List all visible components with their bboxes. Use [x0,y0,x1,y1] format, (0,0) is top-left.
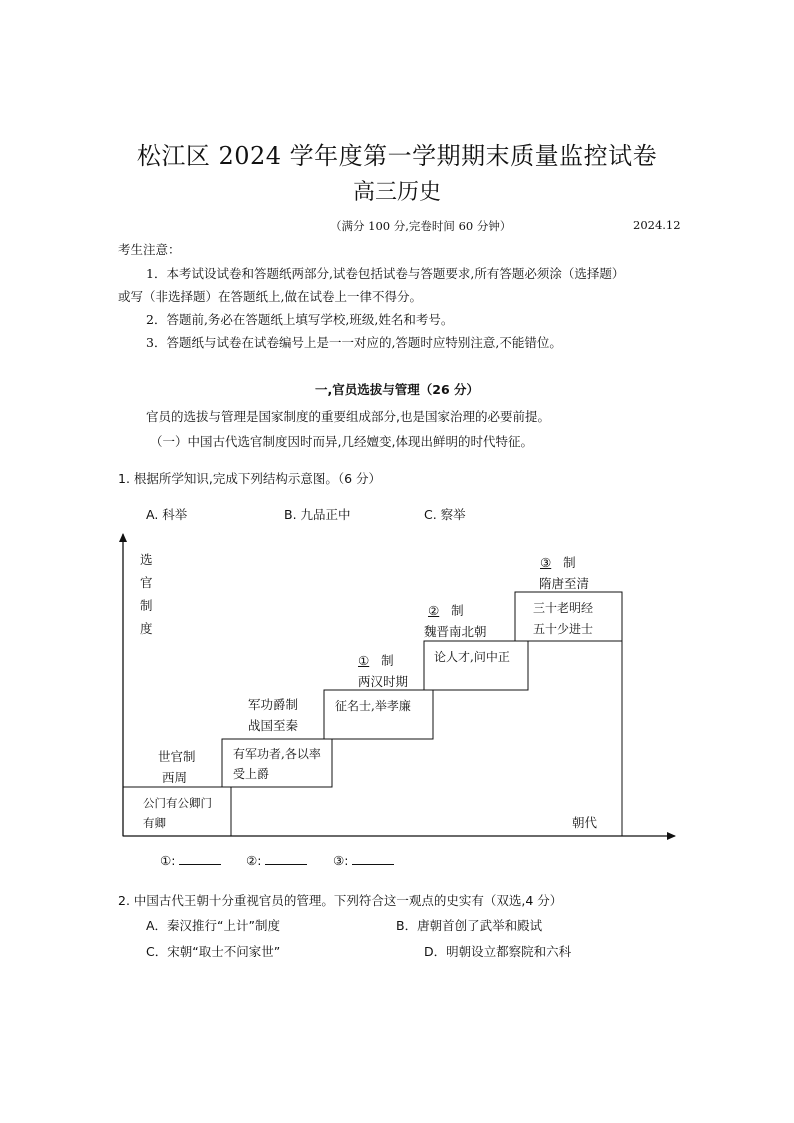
exam-subject: 高三历史 [352,180,441,205]
y-label-char: 度 [140,621,153,636]
blank-2-mark: ② [428,603,440,618]
step-1-system: 世官制 [158,749,196,764]
notice-heading: 考生注意： [118,242,181,257]
notice-item-1: 1．本考试设试卷和答题纸两部分,试卷包括试卷与答题要求,所有答题必须涂（选择题） [146,266,625,281]
answer-1-label: ①: [160,853,176,868]
answer-3-line[interactable] [352,852,394,865]
step-5-era: 隋唐至清 [539,576,590,591]
step-1-era: 西周 [162,770,188,785]
step-2-era: 战国至秦 [248,718,299,733]
answer-blank-2[interactable] [246,852,307,868]
q2-option-a: A．秦汉推行“上计”制度 [146,918,281,933]
y-axis-label [140,548,156,640]
answer-2-label: ②: [246,853,262,868]
answer-1-line[interactable] [179,852,221,865]
x-axis-label: 朝代 [572,815,598,830]
step-3-feature: 征名士,举孝廉 [335,699,411,713]
y-label-char: 选 [140,552,153,567]
step-3-era: 两汉时期 [358,674,409,689]
notice-item-1-cont: 或写（非选择题）在答题纸上,做在试卷上一律不得分。 [118,289,422,304]
option-c: C. 察举 [424,507,466,522]
q2-option-d: D．明朝设立都察院和六科 [424,944,572,959]
exam-date: 2024.12 [633,218,681,232]
blank-1-mark: ① [358,653,370,668]
step-1-feature: 公门有公卿门有卿 [143,796,212,830]
exam-title: 松江区 2024 学年度第一学期期末质量监控试卷 [136,142,658,170]
section-heading: 一,官员选拔与管理（26 分） [315,382,479,397]
step-4-era: 魏晋南北朝 [424,624,487,639]
step-5-suffix: 制 [563,555,576,570]
question-1-stem: 1. 根据所学知识,完成下列结构示意图。（6 分） [118,471,382,486]
option-b: B. 九品正中 [284,507,351,522]
section-intro: 官员的选拔与管理是国家制度的重要组成部分,也是国家治理的必要前提。 [146,409,550,424]
y-label-char: 制 [140,598,153,613]
option-a: A. 科举 [146,507,188,522]
q2-option-c: C．宋朝“取士不问家世” [146,944,281,959]
answer-blank-3[interactable] [333,852,394,868]
answer-2-line[interactable] [265,852,307,865]
step-5-feature-line1: 三十老明经 [533,601,594,615]
blank-3-mark: ③ [540,555,552,570]
step-4-feature: 论人才,问中正 [434,650,510,664]
section-part-1: （一）中国古代选官制度因时而异,几经嬗变,体现出鲜明的时代特征。 [150,434,533,449]
step-4-system [428,601,464,619]
step-3-suffix: 制 [381,653,394,668]
exam-info: （满分 100 分,完卷时间 60 分钟） [330,219,512,233]
step-5-system [540,553,576,571]
notice-item-3: 3．答题纸与试卷在试卷编号上是一一对应的,答题时应特别注意,不能错位。 [146,335,562,350]
answer-3-label: ③: [333,853,349,868]
y-label-char: 官 [140,575,153,590]
notice-item-2: 2．答题前,务必在答题纸上填写学校,班级,姓名和考号。 [146,312,454,327]
step-5-feature-line2: 五十少进士 [533,622,594,636]
step-3-system [358,651,394,669]
step-4-suffix: 制 [451,603,464,618]
q2-option-b: B．唐朝首创了武举和殿试 [396,918,543,933]
step-2-system: 军功爵制 [248,697,299,712]
question-2-stem: 2. 中国古代王朝十分重视官员的管理。下列符合这一观点的史实有（双选,4 分） [118,893,563,908]
answer-blank-1[interactable] [160,852,221,868]
step-2-feature: 有军功者,各以率受上爵 [233,747,321,781]
